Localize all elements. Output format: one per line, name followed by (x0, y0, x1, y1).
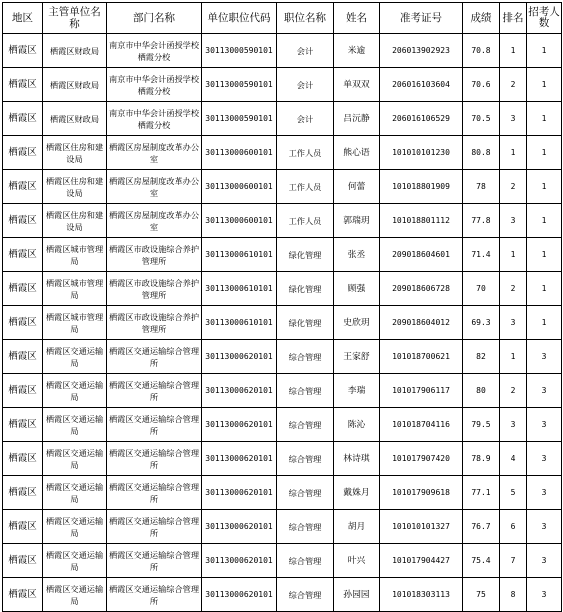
cell-department: 南京市中华会计函授学校栖霞分校 (107, 34, 202, 68)
cell-score: 77.8 (463, 204, 500, 238)
cell-rank: 3 (500, 102, 527, 136)
cell-authority: 栖霞区财政局 (43, 68, 107, 102)
table-row (3, 442, 562, 476)
cell-ticket-number: 206016103604 (380, 68, 463, 102)
results-table (2, 2, 562, 612)
cell-position-code: 30113000620101 (202, 544, 277, 578)
cell-position-name: 会计 (277, 34, 334, 68)
cell-ticket-number: 101018704116 (380, 408, 463, 442)
header-ticket-number: 准考证号 (380, 3, 463, 34)
cell-name: 史欣玥 (334, 306, 380, 340)
cell-recruit-count: 1 (527, 306, 562, 340)
cell-department: 栖霞区交通运输综合管理所 (107, 408, 202, 442)
cell-area: 栖霞区 (3, 306, 43, 340)
cell-authority: 栖霞区交通运输局 (43, 544, 107, 578)
cell-ticket-number: 206013902923 (380, 34, 463, 68)
cell-ticket-number: 101017904427 (380, 544, 463, 578)
cell-ticket-number: 101018801112 (380, 204, 463, 238)
cell-recruit-count: 1 (527, 170, 562, 204)
cell-score: 80.8 (463, 136, 500, 170)
table-row (3, 34, 562, 68)
cell-ticket-number: 209018604601 (380, 238, 463, 272)
cell-recruit-count: 3 (527, 442, 562, 476)
cell-department: 栖霞区房屋制度改革办公室 (107, 204, 202, 238)
cell-area: 栖霞区 (3, 442, 43, 476)
header-area: 地区 (3, 3, 43, 34)
cell-department: 栖霞区交通运输综合管理所 (107, 476, 202, 510)
cell-rank: 8 (500, 578, 527, 612)
cell-authority: 栖霞区住房和建设局 (43, 204, 107, 238)
cell-department: 栖霞区市政设施综合养护管理所 (107, 272, 202, 306)
cell-recruit-count: 3 (527, 544, 562, 578)
cell-position-name: 绿化管理 (277, 238, 334, 272)
cell-name: 叶兴 (334, 544, 380, 578)
header-score: 成绩 (463, 3, 500, 34)
cell-position-name: 综合管理 (277, 476, 334, 510)
table-row (3, 374, 562, 408)
cell-ticket-number: 209018604012 (380, 306, 463, 340)
cell-position-code: 30113000590101 (202, 68, 277, 102)
cell-recruit-count: 1 (527, 136, 562, 170)
cell-area: 栖霞区 (3, 68, 43, 102)
cell-name: 吕沅静 (334, 102, 380, 136)
cell-score: 70.5 (463, 102, 500, 136)
cell-position-name: 综合管理 (277, 340, 334, 374)
cell-department: 栖霞区房屋制度改革办公室 (107, 136, 202, 170)
cell-rank: 7 (500, 544, 527, 578)
cell-ticket-number: 101018700621 (380, 340, 463, 374)
cell-position-name: 工作人员 (277, 204, 334, 238)
cell-area: 栖霞区 (3, 544, 43, 578)
cell-score: 80 (463, 374, 500, 408)
cell-recruit-count: 1 (527, 34, 562, 68)
cell-area: 栖霞区 (3, 238, 43, 272)
cell-recruit-count: 3 (527, 340, 562, 374)
table-row (3, 340, 562, 374)
cell-position-code: 30113000620101 (202, 476, 277, 510)
cell-score: 75 (463, 578, 500, 612)
cell-department: 栖霞区交通运输综合管理所 (107, 510, 202, 544)
table-row (3, 510, 562, 544)
cell-ticket-number: 209018606728 (380, 272, 463, 306)
cell-rank: 5 (500, 476, 527, 510)
cell-area: 栖霞区 (3, 34, 43, 68)
cell-rank: 1 (500, 340, 527, 374)
cell-department: 栖霞区交通运输综合管理所 (107, 544, 202, 578)
header-rank: 排名 (500, 3, 527, 34)
cell-rank: 1 (500, 136, 527, 170)
cell-name: 孙园园 (334, 578, 380, 612)
header-department: 部门名称 (107, 3, 202, 34)
table-row (3, 204, 562, 238)
cell-ticket-number: 101018303113 (380, 578, 463, 612)
cell-position-name: 综合管理 (277, 510, 334, 544)
cell-position-name: 综合管理 (277, 374, 334, 408)
cell-score: 71.4 (463, 238, 500, 272)
cell-department: 栖霞区交通运输综合管理所 (107, 374, 202, 408)
table-row (3, 102, 562, 136)
cell-position-name: 会计 (277, 68, 334, 102)
cell-area: 栖霞区 (3, 510, 43, 544)
cell-name: 单双双 (334, 68, 380, 102)
cell-authority: 栖霞区交通运输局 (43, 476, 107, 510)
cell-position-code: 30113000620101 (202, 408, 277, 442)
table-row (3, 170, 562, 204)
cell-score: 77.1 (463, 476, 500, 510)
cell-position-name: 绿化管理 (277, 306, 334, 340)
cell-score: 79.5 (463, 408, 500, 442)
cell-authority: 栖霞区住房和建设局 (43, 170, 107, 204)
cell-ticket-number: 101010101327 (380, 510, 463, 544)
cell-position-name: 综合管理 (277, 408, 334, 442)
cell-rank: 2 (500, 68, 527, 102)
table-row (3, 578, 562, 612)
cell-area: 栖霞区 (3, 578, 43, 612)
cell-ticket-number: 101017909618 (380, 476, 463, 510)
cell-department: 南京市中华会计函授学校栖霞分校 (107, 102, 202, 136)
cell-recruit-count: 3 (527, 374, 562, 408)
cell-position-name: 工作人员 (277, 170, 334, 204)
cell-authority: 栖霞区交通运输局 (43, 340, 107, 374)
header-position-code: 单位职位代码 (202, 3, 277, 34)
table-row (3, 136, 562, 170)
cell-authority: 栖霞区住房和建设局 (43, 136, 107, 170)
cell-name: 林诗琪 (334, 442, 380, 476)
cell-position-code: 30113000620101 (202, 340, 277, 374)
cell-rank: 2 (500, 374, 527, 408)
cell-position-code: 30113000600101 (202, 136, 277, 170)
cell-position-code: 30113000590101 (202, 102, 277, 136)
cell-score: 82 (463, 340, 500, 374)
cell-ticket-number: 101018801909 (380, 170, 463, 204)
cell-position-name: 综合管理 (277, 544, 334, 578)
cell-rank: 1 (500, 34, 527, 68)
cell-area: 栖霞区 (3, 204, 43, 238)
header-recruit-count: 招考人数 (527, 3, 562, 34)
cell-recruit-count: 3 (527, 408, 562, 442)
cell-position-name: 综合管理 (277, 578, 334, 612)
cell-position-name: 会计 (277, 102, 334, 136)
cell-recruit-count: 1 (527, 204, 562, 238)
cell-rank: 6 (500, 510, 527, 544)
cell-score: 70 (463, 272, 500, 306)
cell-department: 栖霞区交通运输综合管理所 (107, 578, 202, 612)
cell-authority: 栖霞区城市管理局 (43, 238, 107, 272)
cell-score: 69.3 (463, 306, 500, 340)
cell-score: 70.8 (463, 34, 500, 68)
cell-department: 栖霞区房屋制度改革办公室 (107, 170, 202, 204)
cell-name: 何蕾 (334, 170, 380, 204)
cell-name: 王家舒 (334, 340, 380, 374)
cell-authority: 栖霞区财政局 (43, 102, 107, 136)
cell-authority: 栖霞区交通运输局 (43, 408, 107, 442)
table-row (3, 408, 562, 442)
cell-area: 栖霞区 (3, 170, 43, 204)
cell-name: 陈沁 (334, 408, 380, 442)
cell-position-code: 30113000610101 (202, 306, 277, 340)
cell-department: 南京市中华会计函授学校栖霞分校 (107, 68, 202, 102)
cell-ticket-number: 101017906117 (380, 374, 463, 408)
cell-area: 栖霞区 (3, 136, 43, 170)
cell-name: 顾强 (334, 272, 380, 306)
cell-recruit-count: 3 (527, 510, 562, 544)
cell-recruit-count: 3 (527, 578, 562, 612)
cell-position-code: 30113000590101 (202, 34, 277, 68)
cell-position-name: 工作人员 (277, 136, 334, 170)
table-row (3, 476, 562, 510)
table-row (3, 544, 562, 578)
cell-ticket-number: 101010101230 (380, 136, 463, 170)
cell-position-name: 综合管理 (277, 442, 334, 476)
cell-rank: 1 (500, 238, 527, 272)
cell-recruit-count: 1 (527, 238, 562, 272)
cell-position-code: 30113000620101 (202, 578, 277, 612)
cell-ticket-number: 206016106529 (380, 102, 463, 136)
header-authority: 主管单位名称 (43, 3, 107, 34)
cell-name: 张丞 (334, 238, 380, 272)
cell-recruit-count: 1 (527, 102, 562, 136)
cell-position-code: 30113000610101 (202, 272, 277, 306)
cell-name: 戴姝月 (334, 476, 380, 510)
cell-rank: 2 (500, 272, 527, 306)
cell-area: 栖霞区 (3, 408, 43, 442)
cell-rank: 4 (500, 442, 527, 476)
cell-position-code: 30113000620101 (202, 510, 277, 544)
table-row (3, 68, 562, 102)
header-position-name: 职位名称 (277, 3, 334, 34)
cell-area: 栖霞区 (3, 374, 43, 408)
cell-score: 76.7 (463, 510, 500, 544)
header-name: 姓名 (334, 3, 380, 34)
cell-recruit-count: 1 (527, 68, 562, 102)
cell-name: 胡月 (334, 510, 380, 544)
cell-ticket-number: 101017907420 (380, 442, 463, 476)
cell-authority: 栖霞区交通运输局 (43, 442, 107, 476)
cell-authority: 栖霞区交通运输局 (43, 374, 107, 408)
cell-area: 栖霞区 (3, 340, 43, 374)
cell-score: 78.9 (463, 442, 500, 476)
cell-position-code: 30113000600101 (202, 204, 277, 238)
cell-rank: 2 (500, 170, 527, 204)
cell-score: 75.4 (463, 544, 500, 578)
cell-authority: 栖霞区城市管理局 (43, 272, 107, 306)
cell-position-code: 30113000620101 (202, 442, 277, 476)
cell-area: 栖霞区 (3, 102, 43, 136)
table-row (3, 238, 562, 272)
cell-rank: 3 (500, 306, 527, 340)
table-row (3, 306, 562, 340)
cell-score: 78 (463, 170, 500, 204)
cell-department: 栖霞区市政设施综合养护管理所 (107, 306, 202, 340)
cell-score: 70.6 (463, 68, 500, 102)
cell-position-code: 30113000610101 (202, 238, 277, 272)
cell-recruit-count: 3 (527, 476, 562, 510)
cell-name: 郭瑞玥 (334, 204, 380, 238)
cell-department: 栖霞区交通运输综合管理所 (107, 442, 202, 476)
cell-department: 栖霞区交通运输综合管理所 (107, 340, 202, 374)
cell-name: 李瑞 (334, 374, 380, 408)
cell-recruit-count: 1 (527, 272, 562, 306)
cell-position-name: 绿化管理 (277, 272, 334, 306)
table-row (3, 272, 562, 306)
cell-authority: 栖霞区交通运输局 (43, 578, 107, 612)
cell-position-code: 30113000620101 (202, 374, 277, 408)
header-row (3, 3, 562, 34)
cell-department: 栖霞区市政设施综合养护管理所 (107, 238, 202, 272)
cell-rank: 3 (500, 408, 527, 442)
cell-authority: 栖霞区城市管理局 (43, 306, 107, 340)
cell-area: 栖霞区 (3, 272, 43, 306)
cell-authority: 栖霞区交通运输局 (43, 510, 107, 544)
table-body (3, 34, 562, 612)
cell-name: 米逾 (334, 34, 380, 68)
cell-authority: 栖霞区财政局 (43, 34, 107, 68)
cell-name: 熊心语 (334, 136, 380, 170)
cell-rank: 3 (500, 204, 527, 238)
cell-position-code: 30113000600101 (202, 170, 277, 204)
cell-area: 栖霞区 (3, 476, 43, 510)
